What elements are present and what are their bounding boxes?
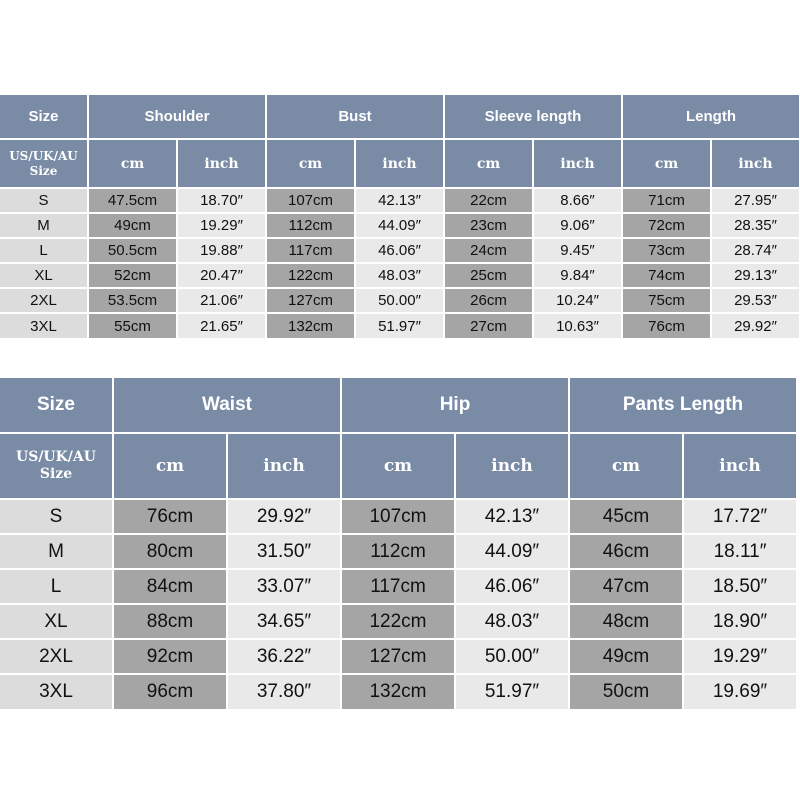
inch-value-cell: 10.24″: [534, 289, 621, 312]
inch-value-cell: 19.69″: [684, 675, 796, 709]
inch-value-cell: 34.65″: [228, 605, 340, 638]
inch-value-cell: 21.06″: [178, 289, 265, 312]
size-cell: L: [0, 570, 112, 603]
cm-value-cell: 23cm: [445, 214, 532, 237]
size-standard-label: [0, 140, 87, 187]
inch-value-cell: 29.92″: [228, 500, 340, 533]
cm-value-cell: 26cm: [445, 289, 532, 312]
size-cell: 2XL: [0, 640, 112, 673]
cm-value-cell: 45cm: [570, 500, 682, 533]
inch-value-cell: 28.74″: [712, 239, 799, 262]
cm-value-cell: 46cm: [570, 535, 682, 568]
size-cell: 2XL: [0, 289, 87, 312]
inch-value-cell: 36.22″: [228, 640, 340, 673]
unit-cm: cm: [445, 140, 532, 187]
unit-cm: cm: [342, 434, 454, 498]
size-cell: S: [0, 500, 112, 533]
cm-value-cell: 55cm: [89, 314, 176, 338]
inch-value-cell: 19.29″: [684, 640, 796, 673]
cm-value-cell: 50cm: [570, 675, 682, 709]
inch-value-cell: 50.00″: [356, 289, 443, 312]
inch-value-cell: 20.47″: [178, 264, 265, 287]
cm-value-cell: 71cm: [623, 189, 710, 212]
cm-value-cell: 107cm: [342, 500, 454, 533]
inch-value-cell: 37.80″: [228, 675, 340, 709]
inch-value-cell: 9.06″: [534, 214, 621, 237]
cm-value-cell: 127cm: [342, 640, 454, 673]
unit-inch: inch: [712, 140, 799, 187]
header-pants-length: Pants Length: [570, 378, 796, 432]
header-bust: Bust: [267, 95, 443, 138]
size-standard-line: US/UK/AU: [16, 448, 96, 465]
cm-value-cell: 49cm: [89, 214, 176, 237]
size-cell: S: [0, 189, 87, 212]
cm-value-cell: 92cm: [114, 640, 226, 673]
inch-value-cell: 48.03″: [456, 605, 568, 638]
inch-value-cell: 9.45″: [534, 239, 621, 262]
cm-value-cell: 22cm: [445, 189, 532, 212]
cm-value-cell: 73cm: [623, 239, 710, 262]
size-cell: 3XL: [0, 675, 112, 709]
bottom-size-table: [0, 378, 800, 710]
cm-value-cell: 117cm: [267, 239, 354, 262]
unit-cm: cm: [570, 434, 682, 498]
inch-value-cell: 29.92″: [712, 314, 799, 338]
size-cell: M: [0, 535, 112, 568]
cm-value-cell: 52cm: [89, 264, 176, 287]
unit-cm: cm: [267, 140, 354, 187]
inch-value-cell: 27.95″: [712, 189, 799, 212]
inch-value-cell: 18.11″: [684, 535, 796, 568]
inch-value-cell: 46.06″: [356, 239, 443, 262]
cm-value-cell: 132cm: [342, 675, 454, 709]
cm-value-cell: 48cm: [570, 605, 682, 638]
unit-inch: inch: [356, 140, 443, 187]
inch-value-cell: 51.97″: [356, 314, 443, 338]
cm-value-cell: 47.5cm: [89, 189, 176, 212]
cm-value-cell: 96cm: [114, 675, 226, 709]
cm-value-cell: 122cm: [267, 264, 354, 287]
size-standard-line: US/UK/AU: [9, 148, 78, 163]
cm-value-cell: 49cm: [570, 640, 682, 673]
inch-value-cell: 44.09″: [456, 535, 568, 568]
header-shoulder: Shoulder: [89, 95, 265, 138]
header-size: Size: [0, 378, 112, 432]
inch-value-cell: 10.63″: [534, 314, 621, 338]
cm-value-cell: 53.5cm: [89, 289, 176, 312]
unit-cm: cm: [114, 434, 226, 498]
cm-value-cell: 88cm: [114, 605, 226, 638]
inch-value-cell: 18.90″: [684, 605, 796, 638]
header-size: Size: [0, 95, 87, 138]
inch-value-cell: 18.70″: [178, 189, 265, 212]
size-cell: XL: [0, 605, 112, 638]
size-cell: M: [0, 214, 87, 237]
cm-value-cell: 80cm: [114, 535, 226, 568]
inch-value-cell: 46.06″: [456, 570, 568, 603]
cm-value-cell: 74cm: [623, 264, 710, 287]
size-cell: 3XL: [0, 314, 87, 338]
cm-value-cell: 75cm: [623, 289, 710, 312]
inch-value-cell: 42.13″: [456, 500, 568, 533]
unit-inch: inch: [684, 434, 796, 498]
inch-value-cell: 31.50″: [228, 535, 340, 568]
inch-value-cell: 29.53″: [712, 289, 799, 312]
cm-value-cell: 107cm: [267, 189, 354, 212]
cm-value-cell: 76cm: [623, 314, 710, 338]
unit-inch: inch: [228, 434, 340, 498]
inch-value-cell: 50.00″: [456, 640, 568, 673]
header-length: Length: [623, 95, 799, 138]
unit-cm: cm: [623, 140, 710, 187]
inch-value-cell: 33.07″: [228, 570, 340, 603]
cm-value-cell: 47cm: [570, 570, 682, 603]
header-waist: Waist: [114, 378, 340, 432]
cm-value-cell: 24cm: [445, 239, 532, 262]
size-standard-line: Size: [39, 466, 73, 482]
cm-value-cell: 112cm: [267, 214, 354, 237]
inch-value-cell: 18.50″: [684, 570, 796, 603]
size-cell: XL: [0, 264, 87, 287]
cm-value-cell: 127cm: [267, 289, 354, 312]
cm-value-cell: 122cm: [342, 605, 454, 638]
cm-value-cell: 132cm: [267, 314, 354, 338]
cm-value-cell: 50.5cm: [89, 239, 176, 262]
cm-value-cell: 112cm: [342, 535, 454, 568]
cm-value-cell: 117cm: [342, 570, 454, 603]
inch-value-cell: 8.66″: [534, 189, 621, 212]
top-size-table: [0, 95, 800, 353]
unit-inch: inch: [534, 140, 621, 187]
unit-inch: inch: [178, 140, 265, 187]
inch-value-cell: 29.13″: [712, 264, 799, 287]
inch-value-cell: 21.65″: [178, 314, 265, 338]
inch-value-cell: 44.09″: [356, 214, 443, 237]
cm-value-cell: 27cm: [445, 314, 532, 338]
unit-inch: inch: [456, 434, 568, 498]
cm-value-cell: 84cm: [114, 570, 226, 603]
size-standard-line: Size: [29, 163, 58, 178]
size-cell: L: [0, 239, 87, 262]
cm-value-cell: 76cm: [114, 500, 226, 533]
header-sleeve-length: Sleeve length: [445, 95, 621, 138]
inch-value-cell: 28.35″: [712, 214, 799, 237]
header-hip: Hip: [342, 378, 568, 432]
inch-value-cell: 42.13″: [356, 189, 443, 212]
cm-value-cell: 72cm: [623, 214, 710, 237]
cm-value-cell: 25cm: [445, 264, 532, 287]
inch-value-cell: 48.03″: [356, 264, 443, 287]
inch-value-cell: 19.29″: [178, 214, 265, 237]
inch-value-cell: 17.72″: [684, 500, 796, 533]
size-standard-label: [0, 434, 112, 498]
inch-value-cell: 19.88″: [178, 239, 265, 262]
inch-value-cell: 51.97″: [456, 675, 568, 709]
inch-value-cell: 9.84″: [534, 264, 621, 287]
unit-cm: cm: [89, 140, 176, 187]
